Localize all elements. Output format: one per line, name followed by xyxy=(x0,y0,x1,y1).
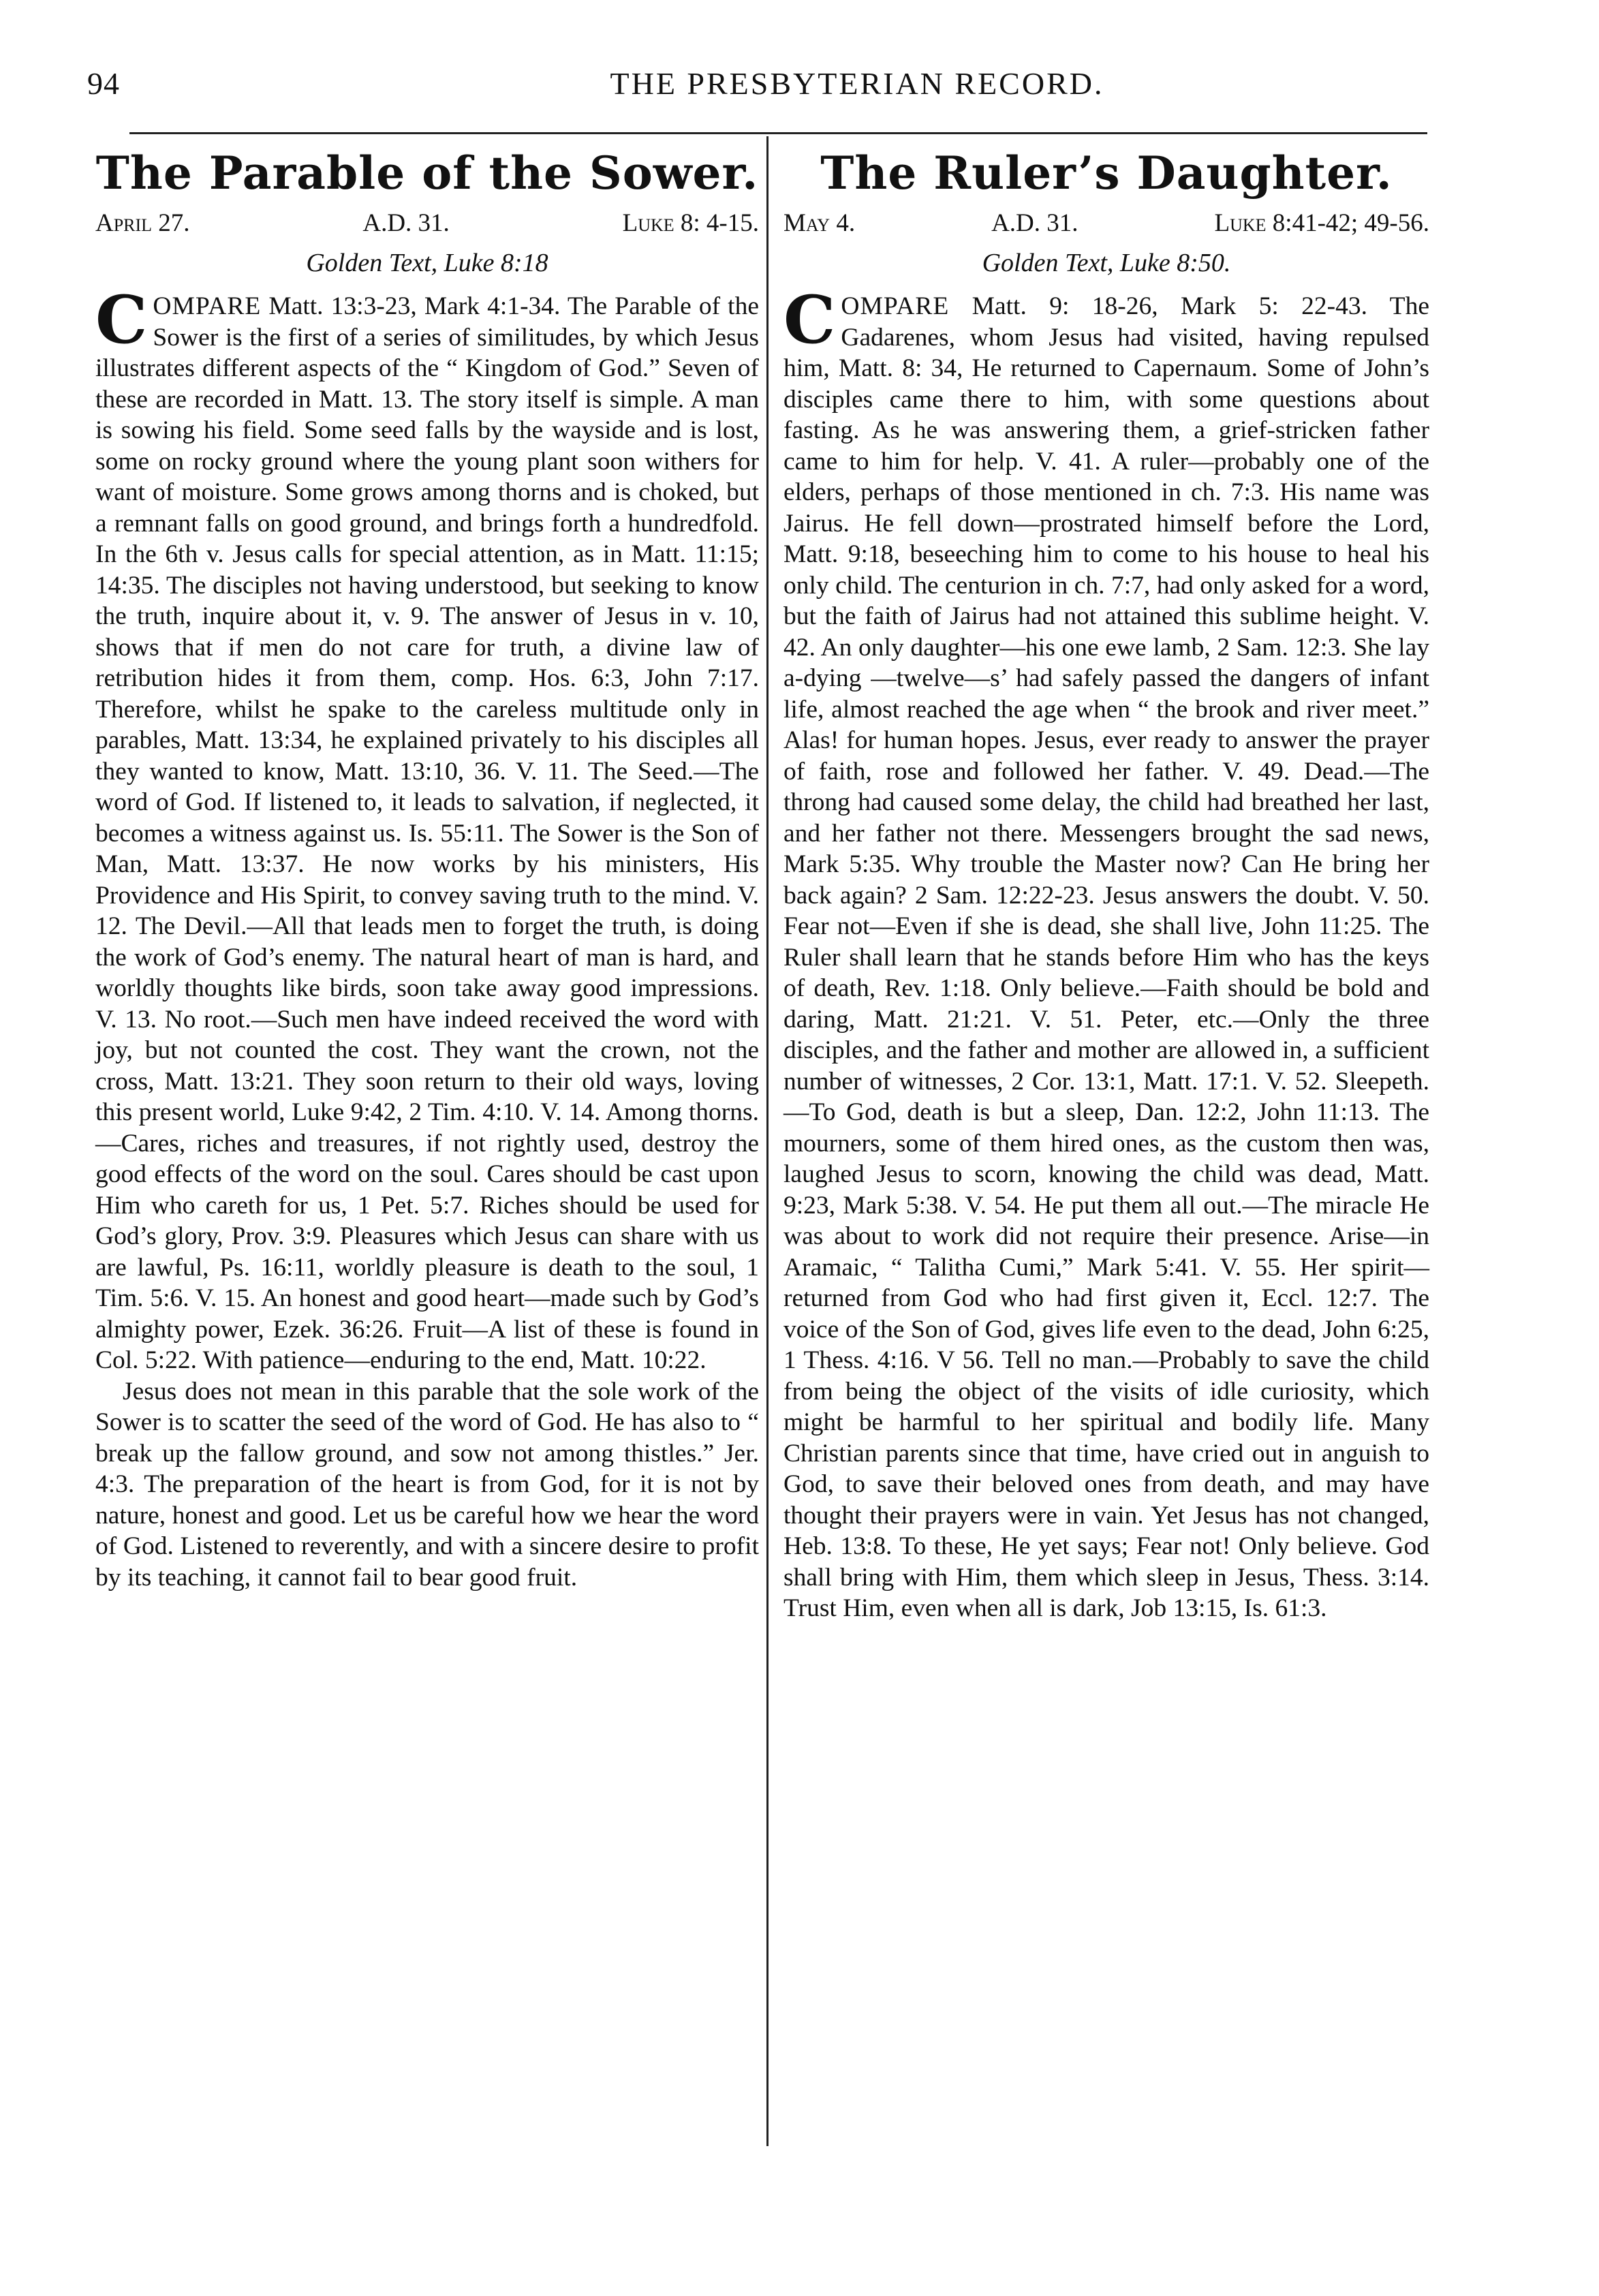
lesson-reference: Luke 8: 4-15. xyxy=(622,209,759,238)
left-article xyxy=(95,146,759,1593)
article-title: The Parable of the Sower. xyxy=(95,146,759,200)
first-word: OMPARE xyxy=(153,292,262,321)
right-article xyxy=(783,146,1429,1624)
first-word: OMPARE xyxy=(841,292,950,321)
lesson-meta xyxy=(95,209,759,238)
lesson-date: April 27. xyxy=(95,209,190,238)
paragraph-text: Matt. 9: 18-26, Mark 5: 22-43. The Gadarenes, whom Jesus had visited, having repulsed him, Matt. 8: 34, He returned to Capernaum. Some of John’s disciples came there to him, with some questions about fasting. As he was answering them, a grief-stricken father came to him for help. V. 41. A ruler—probably one of the elders, perhaps of those mentioned in ch. 7:3. His name was Jairus. He fell down—prostrated himself before the Lord, Matt. 9:18, beseeching him to come to his house to heal his only child. The centurion in ch. 7:7, had only asked for a word, but the faith of Jairus had not attained this sublime height. V. 42. An only daughter—his one ewe lamb, 2 Sam. 12:3. She lay a-dying —twelve—s’ had safely passed the dangers of infant life, almost reached the age when “ the brook and river meet.” Alas! for human hopes. Jesus, ever ready to answer the prayer of faith, rose and followed her father. V. 49. Dead.—The throng had caused some delay, the child had breathed her last, and her father not there. Messengers brought the sad news, Mark 5:35. Why trouble the Master now? Can He bring her back again? 2 Sam. 12:22-23. Jesus answers the doubt. V. 50. Fear not—Even if she is dead, she shall live, John 11:25. The Ruler shall learn that he stands before Him who has the keys of death, Rev. 1:18. Only believe.—Faith should be bold and daring, Matt. 21:21. V. 51. Peter, etc.—Only the three disciples, and the father and mother are allowed in, a sufficient number of witnesses, 2 Cor. 13:1, Matt. 17:1. V. 52. Sleepeth.—To God, death is but a sleep, Dan. 12:2, John 11:13. The mourners, some of them hired ones, as the custom then was, laughed Jesus to scorn, knowing the child was dead, Matt. 9:23, Mark 5:38. V. 54. He put them all out.—The miracle He was about to work did not require their presence. Arise—in Aramaic, “ Talitha Cumi,” Mark 5:41. V. 55. Her spirit—returned from God who had first given it, Eccl. 12:7. The voice of the Son of God, gives life even to the dead, John 6:25, 1 Thess. 4:16. V 56. Tell no man.—Probably to save the child from being the object of the visits of idle curiosity, which might be harmful to her spiritual and bodily life. Many Christian parents since that time, have cried out in anguish to God, to save their beloved ones from death, and may have thought their prayers were in vain. Yet Jesus has not changed, Heb. 13:8. To these, He yet says; Fear not! Only believe. God shall bring with Him, them which sleep in Jesus, Thess. 3:14. Trust Him, even when all is dark, Job 13:15, Is. 61:3. xyxy=(783,292,1429,1623)
running-title: THE PRESBYTERIAN RECORD. xyxy=(610,66,1104,101)
article-paragraph xyxy=(783,281,1429,1624)
lesson-year: A.D. 31. xyxy=(991,209,1078,238)
paragraph-text: Matt. 13:3-23, Mark 4:1-34. The Parable of the Sower is the first of a series of similitudes, by which Jesus illustrates different aspects of the “ Kingdom of God.” Seven of these are recorded in Matt. 13. The story itself is simple. A man is sowing his field. Some seed falls by the wayside and is lost, some on rocky ground where the young plant soon withers for want of moisture. Some grows among thorns and is choked, but a remnant falls on good ground, and brings forth a hundredfold. In the 6th v. Jesus calls for special attention, as in Matt. 11:15; 14:35. The disciples not having understood, but seeking to know the truth, inquire about it, v. 9. The answer of Jesus in v. 10, shows that if men do not care for truth, a divine law of retribution hides it from them, comp. Hos. 6:3, John 7:17. Therefore, whilst he spake to the careless multitude only in parables, Matt. 13:34, he explained privately to his disciples all they wanted to know, Matt. 13:10, 36. V. 11. The Seed.—The word of God. If listened to, it leads to salvation, if neglected, it becomes a witness against us. Is. 55:11. The Sower is the Son of Man, Matt. 13:37. He now works by his ministers, His Providence and His Spirit, to convey saving truth to the mind. V. 12. The Devil.—All that leads men to forget the truth, is doing the work of God’s enemy. The natural heart of man is hard, and worldly thoughts like birds, soon take away good impressions. V. 13. No root.—Such men have indeed received the word with joy, but not counted the cost. They want the crown, not the cross, Matt. 13:21. They soon return to their old ways, loving this present world, Luke 9:42, 2 Tim. 4:10. V. 14. Among thorns.—Cares, riches and treasures, if not rightly used, destroy the good effects of the word on the soul. Cares should be cast upon Him who careth for us, 1 Pet. 5:7. Riches should be used for God’s glory, Prov. 3:9. Pleasures which Jesus can share with us are lawful, Ps. 16:11, worldly pleasure is death to the soul, 1 Tim. 5:6. V. 15. An honest and good heart—made such by God’s almighty power, Ezek. 36:26. Fruit—A list of these is found in Col. 5:22. With patience—enduring to the end, Matt. 10:22. xyxy=(95,292,759,1375)
drop-cap: C xyxy=(783,281,836,359)
header-rule xyxy=(129,132,1427,134)
lesson-date: May 4. xyxy=(783,209,856,238)
lesson-reference: Luke 8:41-42; 49-56. xyxy=(1214,209,1429,238)
lesson-meta xyxy=(783,209,1429,238)
golden-text: Golden Text, Luke 8:50. xyxy=(982,248,1231,277)
article-title: The Ruler’s Daughter. xyxy=(820,146,1393,200)
article-paragraph xyxy=(95,281,759,1376)
golden-text: Golden Text, Luke 8:18 xyxy=(306,248,548,277)
article-paragraph: Jesus does not mean in this parable that the sole work of the Sower is to scatter the seed of the word of God. He has also to “ break up the fallow ground, and sow not among thistles.” Jer. 4:3. The preparation of the heart is from God, for it is not by nature, honest and good. Let us be careful how we hear the word of God. Listened to reverently, and with a sincere desire to profit by its teaching, it cannot fail to bear good fruit. xyxy=(95,1377,759,1592)
page-number: 94 xyxy=(87,66,120,101)
lesson-year: A.D. 31. xyxy=(362,209,450,238)
column-divider xyxy=(766,136,769,2146)
page-header xyxy=(87,65,1429,120)
drop-cap: C xyxy=(95,281,148,359)
